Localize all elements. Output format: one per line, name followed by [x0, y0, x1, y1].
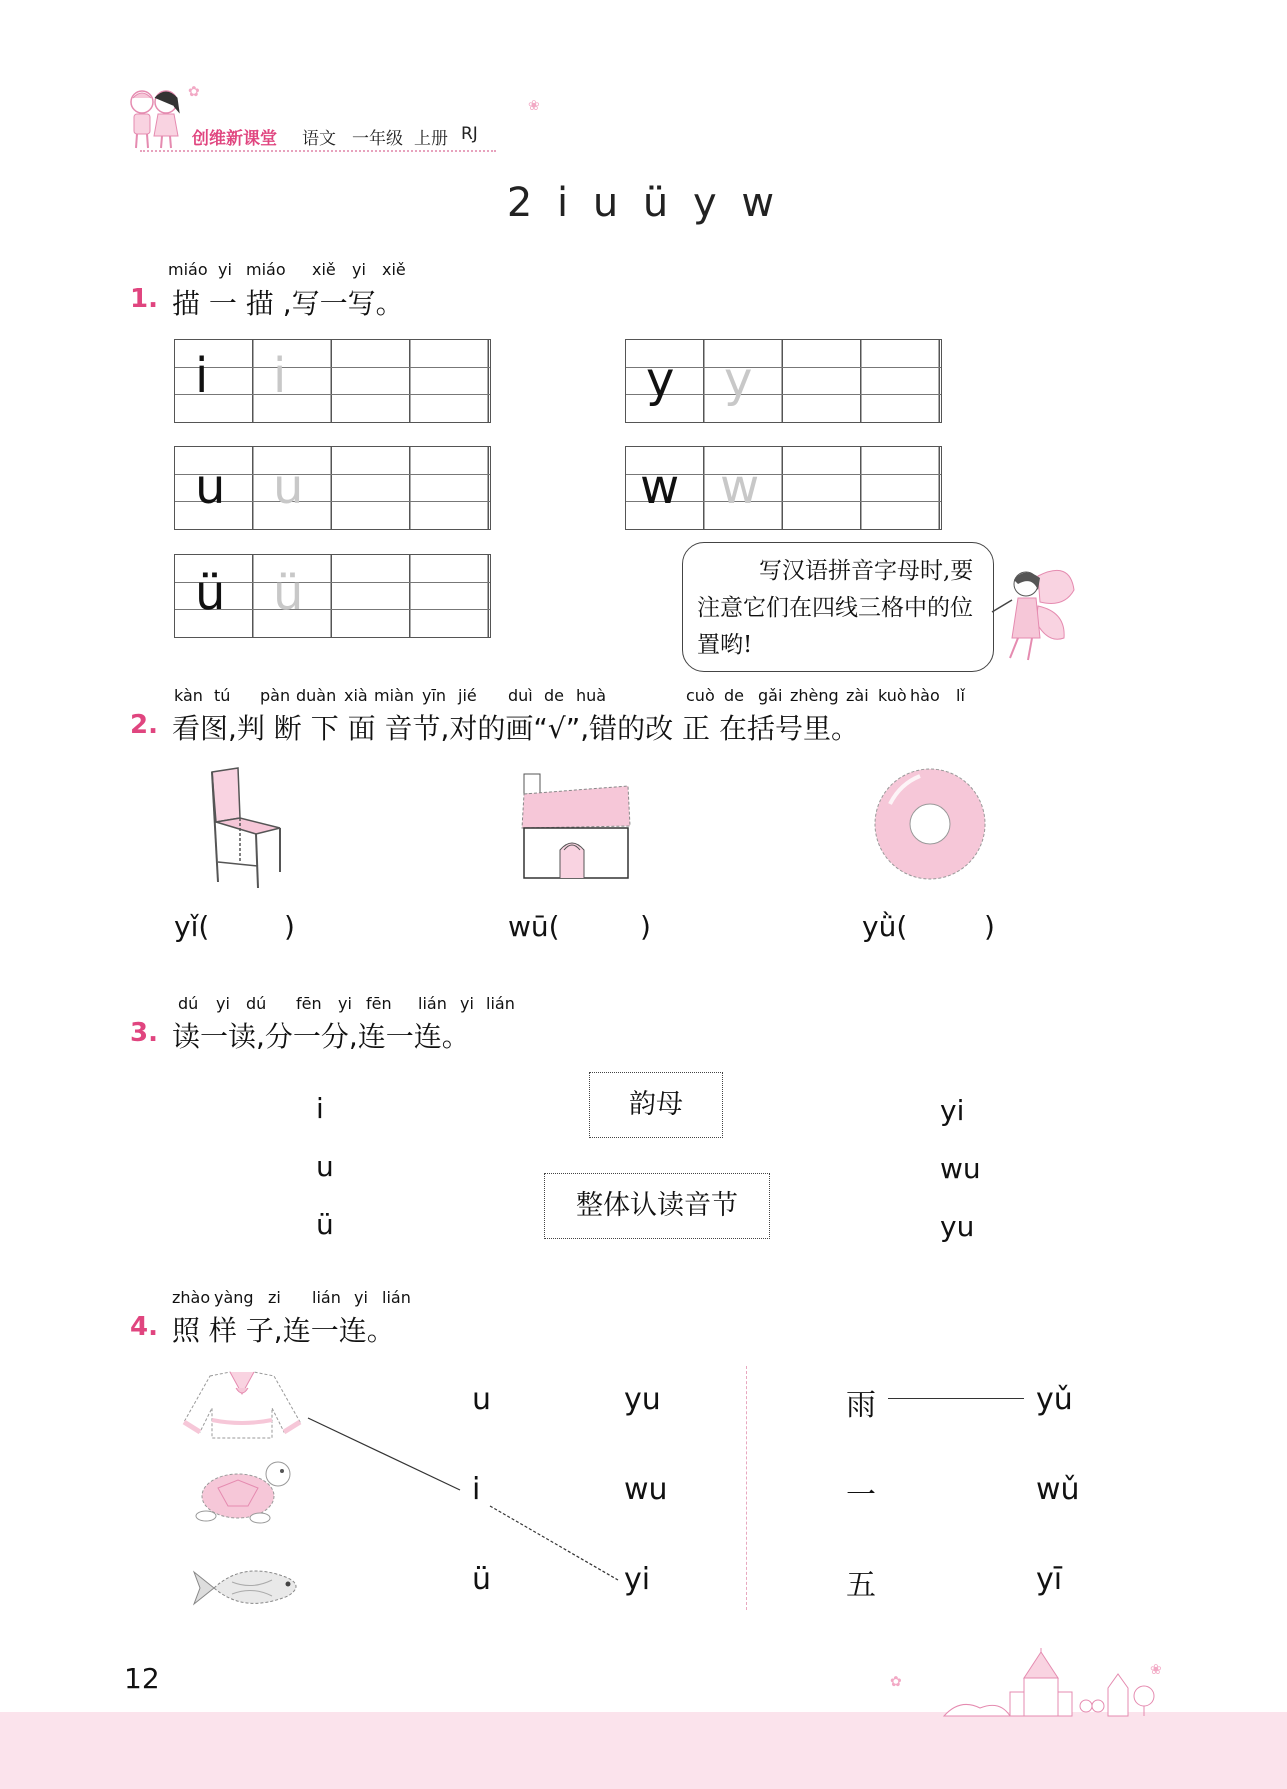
- fish-icon: [192, 1560, 308, 1614]
- q4-col1-u[interactable]: u: [472, 1382, 492, 1417]
- q3-left-i[interactable]: i: [316, 1092, 324, 1125]
- answer-wu-syllable: wū(: [508, 910, 560, 943]
- writing-grid-w[interactable]: [625, 446, 942, 530]
- pinyin-pan: pàn: [260, 686, 291, 705]
- pinyin-xie1: xiě: [312, 260, 336, 279]
- shirt-icon: [180, 1370, 304, 1440]
- pinyin-miao2: miáo: [246, 260, 286, 279]
- brand-name: 创维新课堂: [192, 129, 277, 149]
- trace-letter: u: [195, 459, 226, 515]
- flower-icon: ❀: [528, 98, 540, 114]
- pinyin-fen1: fēn: [296, 994, 322, 1013]
- pinyin-lian3: lián: [312, 1288, 341, 1307]
- answer-blank-ring[interactable]: [910, 906, 980, 946]
- pinyin-hua: huà: [576, 686, 607, 705]
- pinyin-li: lǐ: [956, 686, 965, 705]
- answer-yu-close: ): [984, 910, 995, 943]
- pinyin-yi-q3c: yi: [460, 994, 474, 1013]
- q4-hanzi-rain[interactable]: 雨: [846, 1388, 876, 1423]
- pinyin-yi1: yi: [218, 260, 232, 279]
- question-1-number: 1.: [130, 284, 158, 314]
- pinyin-yi2: yi: [352, 260, 366, 279]
- pinyin-du2: dú: [246, 994, 267, 1013]
- pinyin-gai: gǎi: [758, 686, 783, 705]
- pinyin-tu: tú: [214, 686, 231, 705]
- tip-text: 写汉语拼音字母时,要注意它们在四线三格中的位置哟!: [697, 558, 974, 658]
- castle-decoration-icon: [940, 1648, 1170, 1718]
- q4-tone-yu3[interactable]: yǔ: [1036, 1382, 1073, 1417]
- trace-letter-faded: u: [273, 459, 304, 515]
- flower-icon: ✿: [890, 1674, 902, 1690]
- pinyin-duan: duàn: [296, 686, 337, 705]
- category-box-finals[interactable]: 韵母: [589, 1072, 723, 1138]
- trace-letter: i: [195, 348, 209, 404]
- pinyin-kan: kàn: [174, 686, 203, 705]
- ring-icon: [870, 764, 990, 884]
- flower-icon: ❀: [1150, 1662, 1162, 1678]
- pinyin-jie: jié: [458, 686, 477, 705]
- q3-right-yi[interactable]: yi: [940, 1094, 965, 1127]
- pinyin-zi: zi: [268, 1288, 281, 1307]
- pinyin-zhao: zhào: [172, 1288, 211, 1307]
- fairy-illustration-icon: [988, 556, 1078, 666]
- writing-grid-v[interactable]: [174, 554, 491, 638]
- pinyin-cuo: cuò: [686, 686, 715, 705]
- q4-col1-i[interactable]: i: [472, 1472, 481, 1507]
- grade-label: 一年级: [352, 129, 403, 149]
- category-box-whole-syllables[interactable]: 整体认读音节: [544, 1173, 770, 1239]
- question-1-text: 描 一 描 ,写一写。: [172, 287, 404, 320]
- pinyin-fen2: fēn: [366, 994, 392, 1013]
- pinyin-dui: duì: [508, 686, 533, 705]
- q4-tone-yi1[interactable]: yī: [1036, 1562, 1063, 1597]
- pinyin-yang: yàng: [214, 1288, 254, 1307]
- answer-yi-syllable: yǐ(: [174, 910, 210, 943]
- question-4-text: 照 样 子,连一连。: [172, 1314, 395, 1347]
- pinyin-kuo: kuò: [878, 686, 907, 705]
- question-2-text: 看图,判 断 下 面 音节,对的画“√”,错的改 正 在括号里。: [172, 712, 859, 745]
- pinyin-zai: zài: [846, 686, 869, 705]
- pinyin-mian: miàn: [374, 686, 414, 705]
- flower-icon: ✿: [188, 84, 200, 100]
- q4-col2-yi[interactable]: yi: [624, 1562, 651, 1597]
- edition-label: RJ: [461, 124, 478, 144]
- pinyin-yi-q4: yi: [354, 1288, 368, 1307]
- writing-grid-u[interactable]: [174, 446, 491, 530]
- answer-wu-close: ): [640, 910, 651, 943]
- example-line-rain: [888, 1398, 1024, 1399]
- writing-grid-i[interactable]: [174, 339, 491, 423]
- q4-tone-wu3[interactable]: wǔ: [1036, 1472, 1080, 1507]
- trace-letter-faded: i: [273, 348, 287, 404]
- turtle-icon: [188, 1456, 296, 1528]
- q3-left-v[interactable]: ü: [316, 1208, 334, 1241]
- trace-letter-faded: ü: [273, 565, 304, 621]
- example-connect-lines: [300, 1400, 640, 1600]
- column-divider: [746, 1366, 747, 1610]
- pinyin-lian4: lián: [382, 1288, 411, 1307]
- writing-grid-y[interactable]: [625, 339, 942, 423]
- question-3-text: 读一读,分一分,连一连。: [172, 1020, 470, 1053]
- question-2-number: 2.: [130, 710, 158, 740]
- pinyin-yi-q3b: yi: [338, 994, 352, 1013]
- lesson-title: 2 i u ü y w: [506, 180, 781, 226]
- pinyin-miao1: miáo: [168, 260, 208, 279]
- q4-hanzi-one[interactable]: 一: [846, 1478, 876, 1513]
- trace-letter-faded: y: [724, 352, 753, 408]
- pinyin-yi-q3a: yi: [216, 994, 230, 1013]
- q3-left-u[interactable]: u: [316, 1150, 334, 1183]
- trace-letter: w: [640, 459, 680, 515]
- footer-band: [0, 1712, 1287, 1789]
- pinyin-lian2: lián: [486, 994, 515, 1013]
- question-3-number: 3.: [130, 1018, 158, 1048]
- pinyin-yin: yīn: [422, 686, 447, 705]
- q4-col1-v[interactable]: ü: [472, 1562, 492, 1597]
- answer-yi-close: ): [284, 910, 295, 943]
- pinyin-xie2: xiě: [382, 260, 406, 279]
- trace-letter: y: [646, 352, 675, 408]
- trace-letter-faded: w: [720, 459, 760, 515]
- pinyin-lian1: lián: [418, 994, 447, 1013]
- house-icon: [520, 770, 632, 882]
- pinyin-zheng: zhèng: [790, 686, 839, 705]
- pinyin-du1: dú: [178, 994, 199, 1013]
- q4-col2-wu[interactable]: wu: [624, 1472, 668, 1507]
- answer-blank-chair[interactable]: [218, 906, 278, 946]
- trace-letter: ü: [195, 565, 226, 621]
- q4-col2-yu[interactable]: yu: [624, 1382, 661, 1417]
- question-4-number: 4.: [130, 1312, 158, 1342]
- answer-yu-syllable: yǜ(: [862, 910, 908, 943]
- header-divider: [140, 150, 496, 152]
- page-number: 12: [124, 1662, 160, 1695]
- pinyin-xia: xià: [344, 686, 368, 705]
- q4-hanzi-five[interactable]: 五: [846, 1568, 876, 1603]
- q3-right-wu[interactable]: wu: [940, 1152, 981, 1185]
- pinyin-de2: de: [724, 686, 744, 705]
- kids-illustration-icon: [124, 86, 186, 152]
- answer-blank-house[interactable]: [568, 906, 634, 946]
- volume-label: 上册: [414, 129, 448, 149]
- tip-bubble: [682, 542, 994, 672]
- pinyin-de1: de: [544, 686, 564, 705]
- subject-label: 语文: [302, 129, 336, 149]
- pinyin-hao: hào: [910, 686, 940, 705]
- chair-icon: [204, 766, 290, 890]
- q3-right-yu[interactable]: yu: [940, 1210, 975, 1243]
